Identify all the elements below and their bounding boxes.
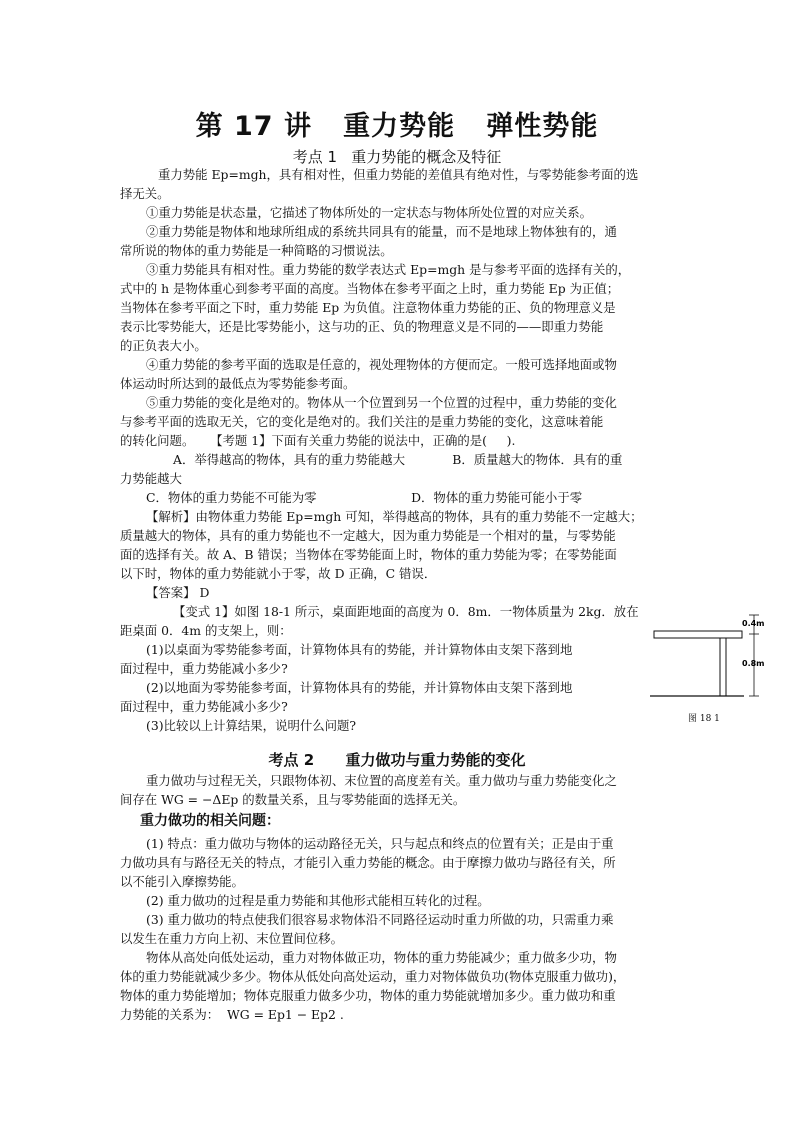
text-line: ⑤重力势能的变化是绝对的。物体从一个位置到另一个位置的过程中，重力势能的变化 bbox=[146, 395, 617, 410]
text-line: ④重力势能的参考平面的选取是任意的，视处理物体的方便而定。一般可选择地面或物 bbox=[146, 357, 617, 372]
subheading: 重力做功的相关问题： bbox=[140, 813, 280, 829]
option-c-d: C．物体的重力势能不可能为零 D．物体的重力势能可能小于零 bbox=[146, 490, 583, 505]
text-line: 物体从高处向低处运动，重力对物体做正功，物体的重力势能减少；重力做多少功，物 bbox=[146, 950, 617, 965]
answer-line: 【答案】 D bbox=[146, 585, 210, 600]
text-line: ②重力势能是物体和地球所组成的系统共同具有的能量，而不是地球上物体独有的，通 bbox=[146, 224, 617, 239]
text-line: 与参考平面的选取无关，它的变化是绝对的。我们关注的是重力势能的变化，这意味着能 bbox=[120, 414, 604, 429]
figure-caption: 图 18 1 bbox=[688, 714, 720, 724]
table-stand-figure bbox=[648, 610, 768, 720]
text-line: 物体的重力势能增加；物体克服重力做多少功，物体的重力势能就增加多少。重力做功和重 bbox=[120, 988, 616, 1003]
formula-line: 间存在 WG = −ΔEp 的数量关系，且与零势能面的选择无关。 bbox=[120, 792, 466, 807]
text-line: 面过程中，重力势能减小多少? bbox=[120, 661, 288, 676]
text-line: 力势能越大 bbox=[120, 471, 182, 486]
figure-label-top: 0.4m bbox=[742, 619, 765, 628]
text-line: 面的选择有关。故 A、B 错误；当物体在零势能面上时，物体的重力势能为零；在零势能面 bbox=[120, 547, 617, 562]
text-line: 重力势能 Ep=mgh，具有相对性，但重力势能的差值具有绝对性，与零势能参考面的选 bbox=[158, 167, 639, 182]
text-line: 以发生在重力方向上初、末位置间位移。 bbox=[120, 931, 344, 946]
text-line: 式中的 h 是物体重心到参考平面的高度。当物体在参考平面之上时，重力势能 Ep 为正值； bbox=[120, 281, 620, 296]
text-line: 体运动时所达到的最低点为零势能参考面。 bbox=[120, 376, 356, 391]
text-line: 重力做功与过程无关，只跟物体初、末位置的高度差有关。重力做功与重力势能变化之 bbox=[146, 773, 617, 788]
text-line: (3)比较以上计算结果，说明什么问题? bbox=[146, 718, 357, 733]
text-line: 择无关。 bbox=[120, 186, 170, 201]
text-line: 力做功具有与路径无关的特点，才能引入重力势能的概念。由于摩擦力做功与路径有关，所 bbox=[120, 855, 616, 870]
text-line: 常所说的物体的重力势能是一种简略的习惯说法。 bbox=[120, 243, 393, 258]
text-line: 的正负表大小。 bbox=[120, 338, 207, 353]
section-heading-2: 考点 2 重力做功与重力势能的变化 bbox=[268, 751, 526, 769]
text-line: (2)以地面为零势能参考面，计算物体具有的势能，并计算物体由支架下落到地 bbox=[146, 680, 573, 695]
text-line: 体的重力势能就减少多少。物体从低处向高处运动，重力对物体做负功(物体克服重力做功)， bbox=[120, 969, 626, 984]
page-title: 第 17 讲 重力势能 弹性势能 bbox=[195, 111, 599, 142]
text-line: (2) 重力做功的过程是重力势能和其他形式能相互转化的过程。 bbox=[146, 893, 490, 908]
text-line: 表示比零势能大，还是比零势能小，这与功的正、负的物理意义是不同的——即重力势能 bbox=[120, 319, 604, 334]
formula-line: 力势能的关系为： WG = Ep1 − Ep2 . bbox=[120, 1007, 344, 1022]
text-line: ①重力势能是状态量，它描述了物体所处的一定状态与物体所处位置的对应关系。 bbox=[146, 205, 593, 220]
text-line: (1) 特点：重力做功与物体的运动路径无关，只与起点和终点的位置有关；正是由于重 bbox=[146, 836, 614, 851]
text-line: (3) 重力做功的特点使我们很容易求物体沿不同路径运动时重力所做的功，只需重力乘 bbox=[146, 912, 614, 927]
figure-label-bottom: 0.8m bbox=[742, 659, 765, 668]
text-line: (1)以桌面为零势能参考面，计算物体具有的势能，并计算物体由支架下落到地 bbox=[146, 642, 573, 657]
text-line: 当物体在参考平面之下时，重力势能 Ep 为负值。注意物体重力势能的正、负的物理意义是 bbox=[120, 300, 616, 315]
option-a-b: A．举得越高的物体，具有的重力势能越大 B．质量越大的物体．具有的重 bbox=[173, 452, 623, 467]
text-line: 质量越大的物体，具有的重力势能也不一定越大，因为重力势能是一个相对的量，与零势能 bbox=[120, 528, 616, 543]
text-line: 面过程中，重力势能减小多少? bbox=[120, 699, 288, 714]
question-line: 的转化问题。 【考题 1】下面有关重力势能的说法中，正确的是( ). bbox=[120, 433, 516, 448]
variant-line: 【变式 1】如图 18-1 所示，桌面距地面的高度为 0．8m．一物体质量为 2kg．放在 bbox=[173, 604, 639, 619]
text-line: 以下时，物体的重力势能就小于零，故 D 正确，C 错误． bbox=[120, 566, 437, 581]
analysis-line: 【解析】由物体重力势能 Ep=mgh 可知，举得越高的物体，具有的重力势能不一定越大； bbox=[146, 509, 643, 524]
text-line: 以不能引入摩擦势能。 bbox=[120, 874, 244, 889]
section-heading-1: 考点 1 重力势能的概念及特征 bbox=[292, 148, 502, 166]
text-line: 距桌面 0．4m 的支架上，则： bbox=[120, 623, 292, 638]
text-line: ③重力势能具有相对性。重力势能的数学表达式 Ep=mgh 是与参考平面的选择有关的， bbox=[146, 262, 631, 277]
